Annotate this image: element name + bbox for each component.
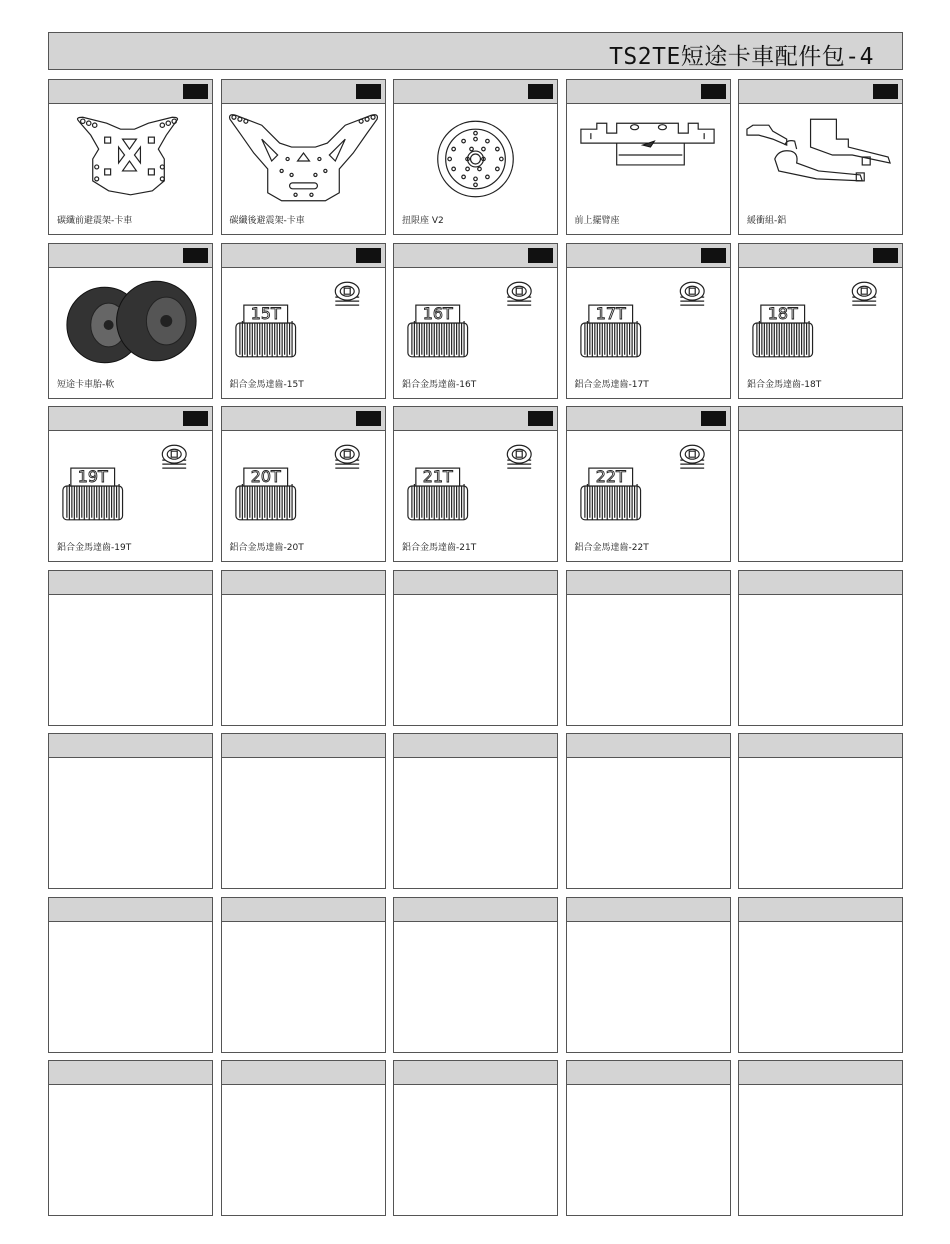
- part-cell-header: [567, 898, 730, 922]
- part-cell-header: [222, 898, 385, 922]
- part-label: 鋁合金馬達齒-22T: [574, 543, 649, 553]
- part-cell-header: [49, 80, 212, 104]
- part-cell-header: [567, 407, 730, 431]
- part-code-box: [528, 84, 553, 99]
- servo-saver-icon: [739, 104, 902, 214]
- part-cell-header: [567, 571, 730, 595]
- part-code-box: [701, 84, 726, 99]
- part-cell: [221, 243, 386, 399]
- svg-text:22T: 22T: [595, 467, 626, 487]
- part-cell-header: [222, 244, 385, 268]
- pinion-gear-icon: [49, 431, 212, 541]
- part-label: 扭限座 V2: [402, 216, 444, 226]
- svg-text:15T: 15T: [250, 303, 281, 323]
- part-code-box: [183, 411, 208, 426]
- part-code-box: [183, 84, 208, 99]
- part-cell-header: [394, 571, 557, 595]
- empty-part-cell: [738, 570, 903, 726]
- part-label: 碳纖後避震架-卡車: [229, 216, 305, 226]
- part-cell: [566, 243, 731, 399]
- svg-text:18T: 18T: [767, 303, 798, 323]
- part-label: 短途卡車胎-軟: [57, 379, 115, 390]
- part-code-box: [356, 84, 381, 99]
- svg-text:17T: 17T: [595, 303, 626, 323]
- tires-icon: [49, 268, 212, 378]
- pinion-gear-icon: [394, 268, 557, 378]
- empty-part-cell: [393, 897, 558, 1053]
- part-code-box: [183, 248, 208, 263]
- empty-part-cell: [221, 570, 386, 726]
- part-cell-header: [49, 571, 212, 595]
- part-cell-header: [739, 80, 902, 104]
- pinion-gear-icon: [567, 431, 730, 541]
- part-label: 前上擺臂座: [574, 216, 620, 226]
- pinion-gear-icon: [222, 431, 385, 541]
- part-code-box: [873, 84, 898, 99]
- empty-part-cell: [48, 897, 213, 1053]
- slipper-disc-icon: [394, 104, 557, 214]
- part-label: 鋁合金馬達齒-21T: [402, 543, 477, 553]
- empty-part-cell: [566, 897, 731, 1053]
- part-cell-header: [222, 80, 385, 104]
- part-code-box: [356, 411, 381, 426]
- empty-part-cell: [48, 733, 213, 889]
- empty-part-cell: [221, 733, 386, 889]
- part-cell-header: [49, 898, 212, 922]
- part-cell-header: [394, 80, 557, 104]
- part-cell-header: [567, 80, 730, 104]
- empty-part-cell: [566, 1060, 731, 1216]
- part-label: 緩衝組-鋁: [747, 216, 787, 226]
- empty-part-cell: [393, 733, 558, 889]
- part-cell: [48, 406, 213, 562]
- part-cell-header: [394, 1061, 557, 1085]
- empty-part-cell: [393, 570, 558, 726]
- part-cell-header: [49, 734, 212, 758]
- part-cell-header: [49, 407, 212, 431]
- part-label: 鋁合金馬達齒-20T: [229, 543, 304, 553]
- part-code-box: [873, 248, 898, 263]
- rear-shock-tower-icon: [222, 104, 385, 214]
- front-shock-tower-icon: [49, 104, 212, 214]
- pinion-gear-icon: [394, 431, 557, 541]
- part-cell-header: [739, 407, 902, 431]
- empty-part-cell: [221, 897, 386, 1053]
- arm-mount-icon: [567, 104, 730, 214]
- part-cell-header: [567, 1061, 730, 1085]
- part-cell-header: [739, 244, 902, 268]
- part-label: 鋁合金馬達齒-17T: [574, 379, 649, 390]
- part-label: 鋁合金馬達齒-18T: [747, 379, 822, 390]
- part-cell: [221, 79, 386, 235]
- part-cell: [738, 243, 903, 399]
- part-cell: [48, 79, 213, 235]
- part-label: 鋁合金馬達齒-15T: [229, 379, 304, 390]
- part-cell-header: [394, 407, 557, 431]
- part-cell-header: [567, 734, 730, 758]
- part-cell: [221, 406, 386, 562]
- empty-part-cell: [48, 570, 213, 726]
- empty-part-cell: [738, 897, 903, 1053]
- part-cell-header: [222, 734, 385, 758]
- part-cell-header: [739, 898, 902, 922]
- part-code-box: [528, 248, 553, 263]
- svg-text:20T: 20T: [250, 467, 281, 487]
- part-cell-header: [394, 244, 557, 268]
- part-cell: [48, 243, 213, 399]
- page-title: TS2TE短途卡車配件包-4: [609, 44, 874, 70]
- svg-text:21T: 21T: [422, 467, 453, 487]
- part-cell: [393, 243, 558, 399]
- part-label: 鋁合金馬達齒-19T: [57, 543, 132, 553]
- part-cell-header: [49, 244, 212, 268]
- part-code-box: [528, 411, 553, 426]
- part-label: 碳纖前避震架-卡車: [57, 216, 133, 226]
- part-label: 鋁合金馬達齒-16T: [402, 379, 477, 390]
- part-cell: [738, 79, 903, 235]
- part-cell-header: [222, 407, 385, 431]
- empty-part-cell: [566, 733, 731, 889]
- pinion-gear-icon: [739, 268, 902, 378]
- part-code-box: [356, 248, 381, 263]
- empty-part-cell: [48, 1060, 213, 1216]
- part-cell-header: [739, 571, 902, 595]
- empty-part-cell: [738, 406, 903, 562]
- part-cell-header: [49, 1061, 212, 1085]
- part-cell: [566, 79, 731, 235]
- part-code-box: [701, 411, 726, 426]
- empty-part-cell: [738, 1060, 903, 1216]
- pinion-gear-icon: [222, 268, 385, 378]
- part-code-box: [701, 248, 726, 263]
- empty-part-cell: [221, 1060, 386, 1216]
- part-cell-header: [739, 1061, 902, 1085]
- empty-part-cell: [566, 570, 731, 726]
- part-cell-header: [222, 1061, 385, 1085]
- part-cell-header: [222, 571, 385, 595]
- empty-part-cell: [738, 733, 903, 889]
- part-cell-header: [394, 734, 557, 758]
- page-title-bar: [48, 32, 903, 70]
- part-cell-header: [567, 244, 730, 268]
- empty-part-cell: [393, 1060, 558, 1216]
- part-cell: [566, 406, 731, 562]
- svg-text:16T: 16T: [422, 303, 453, 323]
- pinion-gear-icon: [567, 268, 730, 378]
- svg-text:19T: 19T: [77, 467, 108, 487]
- part-cell: [393, 406, 558, 562]
- part-cell-header: [739, 734, 902, 758]
- part-cell-header: [394, 898, 557, 922]
- part-cell: [393, 79, 558, 235]
